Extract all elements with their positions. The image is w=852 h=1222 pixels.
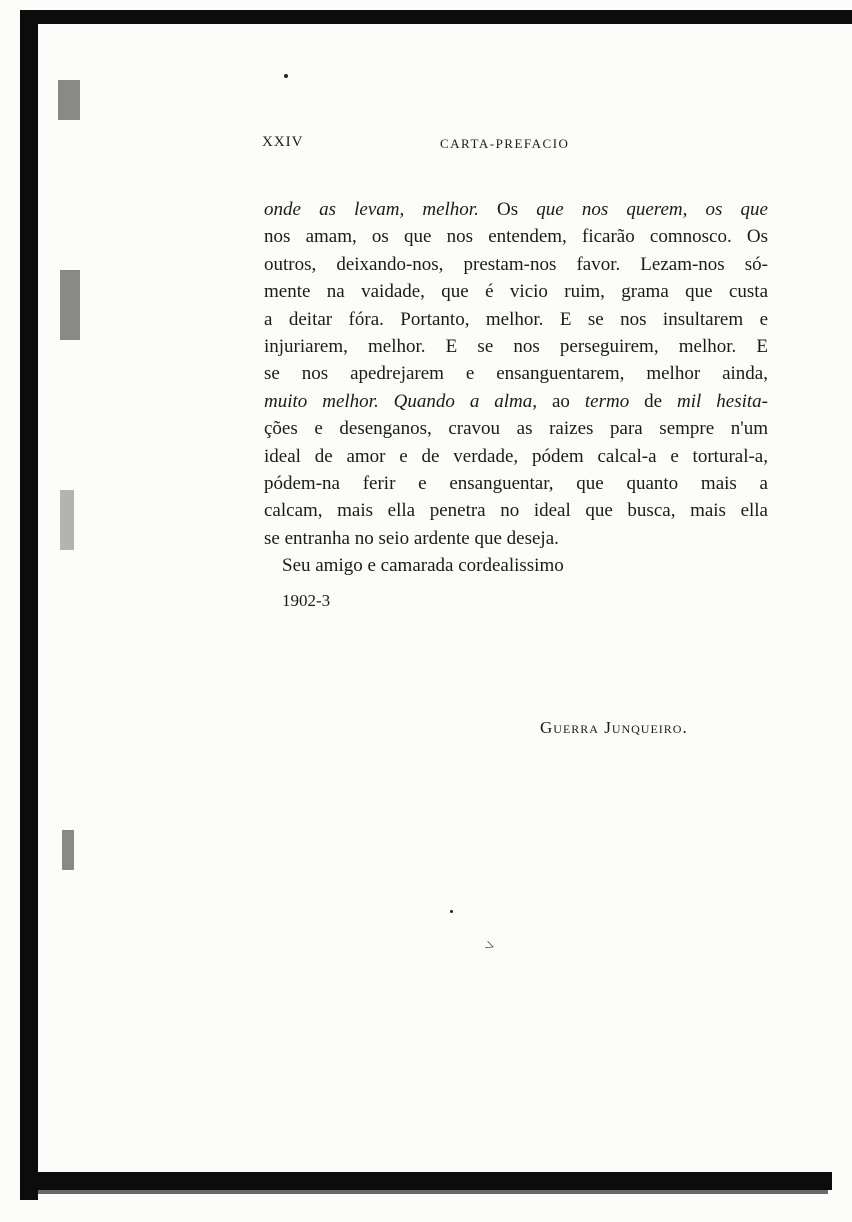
scan-border-left: [20, 10, 38, 1200]
text-line: [264, 388, 768, 415]
text-line: [264, 251, 768, 278]
scan-border-bottom-shadow: [38, 1190, 828, 1194]
italic-text: onde as levam, melhor.: [264, 199, 479, 220]
text-segment: ideal de amor e de verdade, pódem calcal-a e tortural-a,: [264, 445, 768, 467]
text-line: [264, 525, 768, 552]
bleed-through-mark: [60, 270, 80, 340]
text-segment: se nos apedrejarem e ensanguentarem, melhor ainda,: [264, 363, 768, 385]
running-title: CARTA-PREFACIO: [440, 136, 570, 151]
page-number: XXIV: [262, 134, 304, 150]
italic-text: que nos querem, os que: [536, 199, 768, 220]
text-segment: nos amam, os que nos entendem, ficarão comnosco. Os: [264, 226, 768, 248]
text-line: [264, 223, 768, 250]
bleed-through-mark: [62, 830, 74, 870]
italic-text: muito melhor. Quando a alma,: [264, 390, 538, 412]
text-segment: de: [629, 390, 678, 412]
text-segment: mente na vaidade, que é vicio ruim, grama que custa: [264, 281, 768, 303]
scan-border-bottom: [20, 1172, 832, 1190]
bleed-through-mark: [58, 80, 80, 120]
scan-border-top: [22, 10, 852, 24]
letter-date: 1902-3: [282, 591, 331, 610]
text-segment: injuriarem, melhor. E se nos perseguirem, melhor. E: [264, 335, 768, 357]
text-line: [264, 443, 768, 470]
text-segment: se entranha no seio ardente que deseja.: [264, 527, 559, 549]
text-line: [264, 360, 768, 387]
author-signature: Guerra Junqueiro.: [540, 718, 688, 737]
text-line: [264, 333, 768, 360]
text-segment: Seu amigo e camarada cordealissimo: [282, 555, 564, 577]
text-line: [264, 552, 768, 579]
letter-body: [264, 196, 768, 579]
text-line: [264, 196, 768, 223]
bleed-through-mark: [60, 490, 74, 550]
text-line: [264, 497, 768, 524]
text-line: [264, 470, 768, 497]
text-line: [264, 306, 768, 333]
ink-speck: [450, 910, 453, 913]
italic-text: termo: [584, 390, 630, 412]
text-segment: ções e desenganos, cravou as raizes para sempre n'um: [264, 418, 768, 440]
text-segment: outros, deixando-nos, prestam-nos favor. Lezam-nos só-: [264, 253, 768, 275]
text-segment: pódem-na ferir e ensanguentar, que quanto mais a: [264, 472, 768, 494]
text-segment: Os: [478, 199, 537, 220]
text-segment: ao: [537, 390, 585, 412]
text-segment: calcam, mais ella penetra no ideal que busca, mais ella: [264, 500, 768, 522]
ink-speck: [284, 74, 288, 78]
text-segment: a deitar fóra. Portanto, melhor. E se nos insultarem e: [264, 308, 768, 330]
text-line: [264, 415, 768, 442]
text-line: [264, 278, 768, 305]
stray-mark: >: [482, 936, 497, 957]
italic-text: mil hesita-: [677, 390, 768, 412]
